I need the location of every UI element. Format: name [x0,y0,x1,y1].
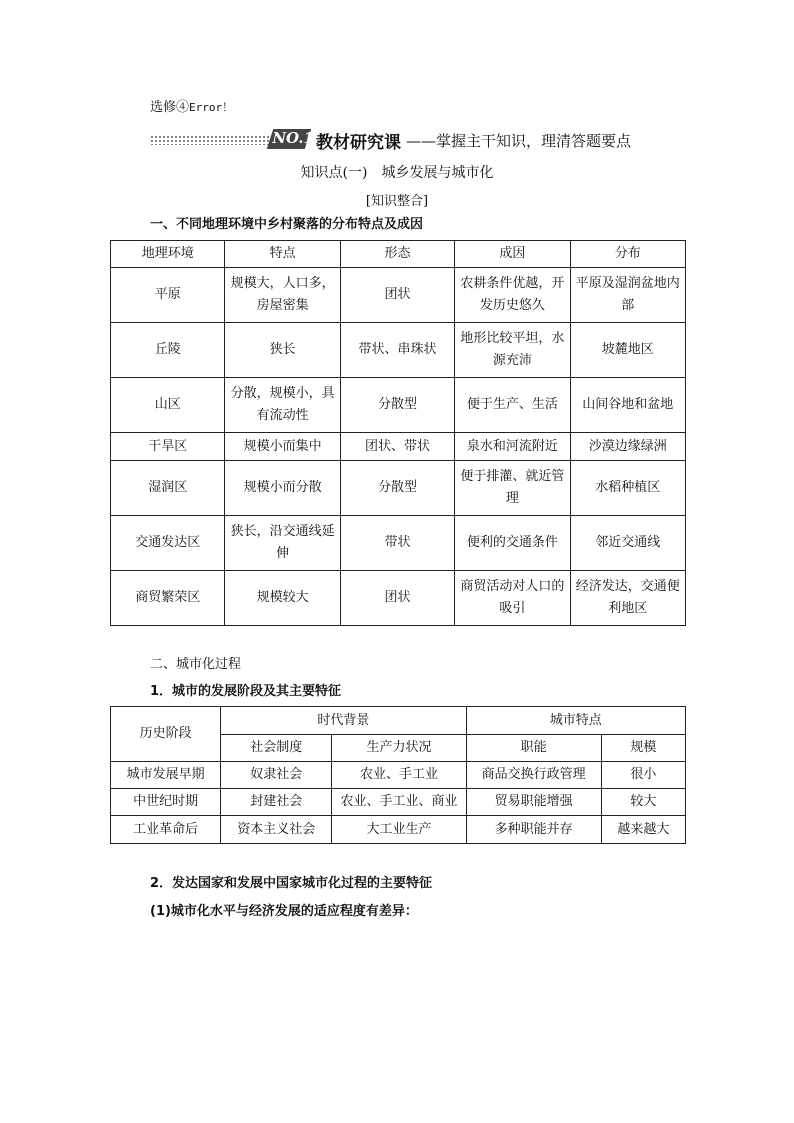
table-header-cell: 分布 [570,241,685,268]
table-row [111,433,686,461]
table-header-cell: 规模 [601,735,685,762]
table-row [111,789,686,816]
table-cell: 分散型 [340,461,454,516]
table-cell: 分散，规模小，具有流动性 [225,378,340,433]
table-row [111,268,686,323]
table-cell: 规模大，人口多，房屋密集 [225,268,340,323]
table-cell: 奴隶社会 [221,762,332,789]
table-cell: 带状、串珠状 [340,323,454,378]
section1-title: 一、不同地理环境中乡村聚落的分布特点及成因 [150,217,424,232]
table-cell: 规模较大 [225,571,340,626]
table-cell: 平原及湿润盆地内部 [570,268,685,323]
table-header-cell: 特点 [225,241,340,268]
table-cell: 狭长，沿交通线延伸 [225,516,340,571]
table-header-row [111,707,686,735]
table-header-cell: 职能 [466,735,601,762]
banner-dots [150,135,270,145]
table-cell: 邻近交通线 [570,516,685,571]
table-cell: 分散型 [340,378,454,433]
settlement-table [110,240,686,626]
table-header-cell: 城市特点 [466,707,685,735]
banner-subtitle: ——掌握主干知识，理清答题要点 [406,132,632,150]
table-cell: 越来越大 [601,816,685,844]
table-cell: 交通发达区 [111,516,225,571]
table-cell: 农业、手工业、商业 [332,789,466,816]
table-cell: 团状、带状 [340,433,454,461]
table-cell: 贸易职能增强 [466,789,601,816]
table-cell: 商贸繁荣区 [111,571,225,626]
table-header-cell: 形态 [340,241,454,268]
table-cell: 很小 [601,762,685,789]
table-cell: 平原 [111,268,225,323]
table-header-row [111,241,686,268]
table-header-cell: 生产力状况 [332,735,466,762]
table-cell: 山区 [111,378,225,433]
table-header-cell: 地理环境 [111,241,225,268]
banner-badge: NO.1 [267,129,311,149]
table-cell: 团状 [340,268,454,323]
table-cell: 中世纪时期 [111,789,221,816]
table-cell: 商贸活动对人口的吸引 [455,571,570,626]
table-cell: 丘陵 [111,323,225,378]
section3-title: 2．发达国家和发展中国家城市化过程的主要特征 [150,876,433,891]
table-cell: 经济发达，交通便利地区 [570,571,685,626]
table-cell: 干旱区 [111,433,225,461]
table-cell: 农耕条件优越，开发历史悠久 [455,268,570,323]
table-cell: 湿润区 [111,461,225,516]
table-cell: 多种职能并存 [466,816,601,844]
table-cell: 便于生产、生活 [455,378,570,433]
section2-title: 二、城市化过程 [150,657,242,672]
table-cell: 水稻种植区 [570,461,685,516]
table-row [111,323,686,378]
table-cell: 大工业生产 [332,816,466,844]
table-cell: 狭长 [225,323,340,378]
table-cell: 坡麓地区 [570,323,685,378]
table-cell: 泉水和河流附近 [455,433,570,461]
table-cell: 农业、手工业 [332,762,466,789]
table-cell: 封建社会 [221,789,332,816]
table-cell: 山间谷地和盆地 [570,378,685,433]
table-cell: 商品交换行政管理 [466,762,601,789]
table-cell: 团状 [340,571,454,626]
knowledge-point-subtitle: [知识整合] [365,194,429,209]
table-header-cell: 历史阶段 [111,707,221,762]
table-cell: 规模小而集中 [225,433,340,461]
table-cell: 较大 [601,789,685,816]
table-row [111,571,686,626]
table-cell: 城市发展早期 [111,762,221,789]
table-cell: 地形比较平坦，水源充沛 [455,323,570,378]
table-row [111,762,686,789]
table-row [111,516,686,571]
table-row [111,461,686,516]
table-cell: 规模小而分散 [225,461,340,516]
header-error: Error！ [189,101,234,114]
table-cell: 带状 [340,516,454,571]
table-cell: 沙漠边缘绿洲 [570,433,685,461]
city-stage-table [110,706,686,844]
section2-sub1: 1．城市的发展阶段及其主要特征 [150,684,342,699]
table-cell: 便于排灌、就近管理 [455,461,570,516]
header-prefix: 选修④ [150,100,190,115]
knowledge-point-title: 知识点(一) 城乡发展与城市化 [300,165,494,181]
banner-title: 教材研究课 [316,133,401,153]
table-header-cell: 社会制度 [221,735,332,762]
table-row [111,378,686,433]
table-cell: 便利的交通条件 [455,516,570,571]
table-header-cell: 成因 [455,241,570,268]
header-label [150,96,233,115]
table-row [111,816,686,844]
table-cell: 工业革命后 [111,816,221,844]
table-header-cell: 时代背景 [221,707,466,735]
section3-item1: (1)城市化水平与经济发展的适应程度有差异： [150,904,418,919]
section-banner [150,128,685,152]
table-cell: 资本主义社会 [221,816,332,844]
